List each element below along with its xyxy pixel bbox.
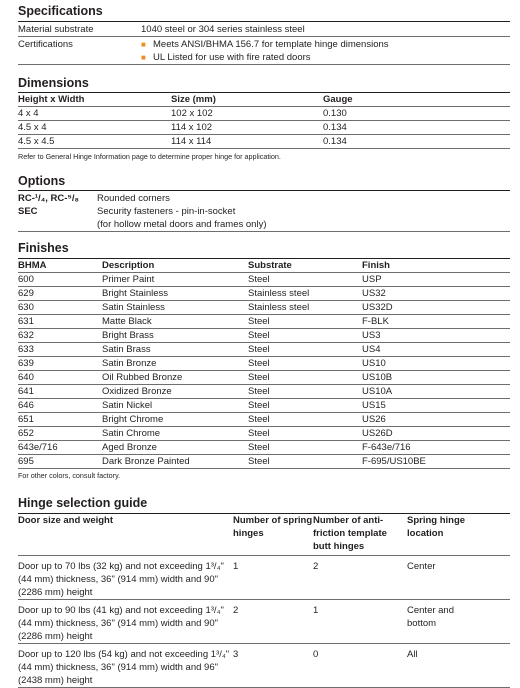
dimensions-title: Dimensions xyxy=(18,76,89,90)
table-cell: 631 xyxy=(18,316,34,327)
table-cell: Steel xyxy=(248,386,270,397)
finishes-title: Finishes xyxy=(18,241,69,255)
options-list xyxy=(18,192,510,231)
table-cell: 114 x 114 xyxy=(171,136,212,147)
table-row xyxy=(18,287,510,300)
column-header: Description xyxy=(102,260,155,271)
table-cell: US15 xyxy=(362,400,386,411)
table-cell: 643e/716 xyxy=(18,442,58,453)
table-cell: 651 xyxy=(18,414,34,425)
finishes-note: For other colors, consult factory. xyxy=(18,471,121,480)
table-row xyxy=(18,135,510,148)
table-cell: 646 xyxy=(18,400,34,411)
table-cell: Dark Bronze Painted xyxy=(102,456,190,467)
spec-row-certifications xyxy=(18,38,510,64)
table-cell: 630 xyxy=(18,302,34,313)
option-row xyxy=(18,192,510,205)
table-cell: Steel xyxy=(248,358,270,369)
table-cell: Oil Rubbed Bronze xyxy=(102,372,183,383)
table-cell: US10 xyxy=(362,358,386,369)
divider xyxy=(18,36,510,37)
option-code: SEC xyxy=(18,206,38,217)
table-cell: Stainless steel xyxy=(248,302,310,313)
table-cell: USP xyxy=(362,274,382,285)
table-cell: 0.134 xyxy=(323,122,347,133)
table-cell: US3 xyxy=(362,330,381,341)
spec-sheet xyxy=(18,4,510,688)
dimensions-header xyxy=(18,93,510,106)
column-header: Number of anti-friction template butt hinges xyxy=(313,515,387,552)
table-cell: 639 xyxy=(18,358,34,369)
table-cell: 629 xyxy=(18,288,34,299)
option-description: (for hollow metal doors and frames only) xyxy=(97,219,267,230)
column-header: Size (mm) xyxy=(171,94,216,105)
table-row xyxy=(18,413,510,426)
bullet-icon: ■ xyxy=(141,40,146,49)
spec-row-material xyxy=(18,23,510,36)
table-cell: US10A xyxy=(362,386,393,397)
table-cell: Bright Stainless xyxy=(102,288,169,299)
table-cell: Center xyxy=(407,561,436,572)
table-row xyxy=(18,399,510,412)
table-cell: Satin Nickel xyxy=(102,400,153,411)
dimensions-note: Refer to General Hinge Information page to determine proper hinge for application. xyxy=(18,152,281,161)
table-cell: 0.130 xyxy=(323,108,347,119)
table-cell: Satin Brass xyxy=(102,344,151,355)
table-cell: 4 x 4 xyxy=(18,108,39,119)
column-header: Number of spring hinges xyxy=(233,515,313,539)
table-row xyxy=(18,385,510,398)
table-row xyxy=(18,315,510,328)
column-header: Spring hinge location xyxy=(407,515,466,539)
option-description: Security fasteners - pin-in-socket xyxy=(97,206,236,217)
table-cell: US10B xyxy=(362,372,393,383)
table-cell: All xyxy=(407,649,418,660)
divider xyxy=(18,64,510,65)
table-row xyxy=(18,441,510,454)
table-row xyxy=(18,343,510,356)
bullet-icon: ■ xyxy=(141,53,146,62)
divider xyxy=(18,21,510,22)
table-cell: 102 x 102 xyxy=(171,108,213,119)
table-cell: Steel xyxy=(248,344,270,355)
selection-title: Hinge selection guide xyxy=(18,496,148,510)
table-cell: Door up to 120 lbs (54 kg) and not exceeding 1³/₄" (44 mm) thickness, 36" (914 mm) width and 96" (2438 mm) height xyxy=(18,649,230,686)
table-cell: 3 xyxy=(233,649,239,660)
table-cell: 1 xyxy=(313,605,319,616)
table-cell: F-BLK xyxy=(362,316,389,327)
table-cell: US26 xyxy=(362,414,386,425)
column-header: Height x Width xyxy=(18,94,85,105)
column-header: Gauge xyxy=(323,94,353,105)
column-header: BHMA xyxy=(18,260,47,271)
table-cell: 1 xyxy=(233,561,239,572)
spec-label: Material substrate xyxy=(18,24,94,35)
table-cell: Door up to 90 lbs (41 kg) and not exceeding 1³/₄" (44 mm) thickness, 36" (914 mm) width and 90" (2286 mm) height xyxy=(18,605,224,642)
table-cell: Bright Chrome xyxy=(102,414,164,425)
table-cell: Aged Bronze xyxy=(102,442,157,453)
table-row xyxy=(18,455,510,468)
specifications-title: Specifications xyxy=(18,4,103,18)
divider xyxy=(18,231,510,232)
column-header: Substrate xyxy=(248,260,292,271)
table-cell: 0 xyxy=(313,649,319,660)
table-cell: 4.5 x 4.5 xyxy=(18,136,55,147)
table-cell: 2 xyxy=(233,605,239,616)
table-cell: Steel xyxy=(248,330,270,341)
table-cell: Steel xyxy=(248,400,270,411)
table-cell: 652 xyxy=(18,428,34,439)
table-row xyxy=(18,329,510,342)
divider xyxy=(18,148,510,149)
table-cell: Steel xyxy=(248,456,270,467)
table-cell: Steel xyxy=(248,274,270,285)
dimensions-table-body xyxy=(18,107,510,149)
table-cell: Steel xyxy=(248,442,270,453)
table-row xyxy=(18,371,510,384)
option-row xyxy=(18,205,510,218)
finishes-table-body xyxy=(18,273,510,469)
table-row xyxy=(18,107,510,120)
table-row xyxy=(18,556,510,599)
table-row xyxy=(18,301,510,314)
table-cell: Satin Bronze xyxy=(102,358,157,369)
table-row xyxy=(18,357,510,370)
table-cell: 641 xyxy=(18,386,34,397)
table-cell: Center and bottom xyxy=(407,605,455,629)
table-cell: 632 xyxy=(18,330,34,341)
column-header: Finish xyxy=(362,260,390,271)
spec-label: Certifications xyxy=(18,39,73,50)
table-cell: 633 xyxy=(18,344,34,355)
table-cell: Primer Paint xyxy=(102,274,155,285)
table-cell: Steel xyxy=(248,316,270,327)
option-description: Rounded corners xyxy=(97,193,170,204)
table-cell: Steel xyxy=(248,428,270,439)
table-cell: Oxidized Bronze xyxy=(102,386,172,397)
option-row xyxy=(18,218,510,231)
option-code: RC-¹/₄, RC-⁵/₈ xyxy=(18,193,79,204)
table-cell: Matte Black xyxy=(102,316,152,327)
table-cell: 2 xyxy=(313,561,319,572)
table-cell: F-643e/716 xyxy=(362,442,411,453)
table-cell: 4.5 x 4 xyxy=(18,122,47,133)
table-row xyxy=(18,644,510,687)
table-row xyxy=(18,121,510,134)
table-cell: Satin Chrome xyxy=(102,428,161,439)
options-title: Options xyxy=(18,174,66,188)
table-cell: 0.134 xyxy=(323,136,347,147)
table-cell: 695 xyxy=(18,456,34,467)
table-cell: Bright Brass xyxy=(102,330,154,341)
certification-text: UL Listed for use with fire rated doors xyxy=(153,52,311,63)
table-cell: US4 xyxy=(362,344,381,355)
table-cell: Steel xyxy=(248,372,270,383)
table-cell: Door up to 70 lbs (32 kg) and not exceeding 1³/₄" (44 mm) thickness, 36" (914 mm) width and 90" (2286 mm) height xyxy=(18,561,224,598)
certification-item xyxy=(141,51,389,64)
option-code xyxy=(18,218,97,231)
table-cell: Steel xyxy=(248,414,270,425)
selection-table-body xyxy=(18,556,510,688)
column-header: Door size and weight xyxy=(18,515,114,526)
certification-item xyxy=(141,38,389,51)
table-row xyxy=(18,600,510,643)
table-cell: US26D xyxy=(362,428,393,439)
table-cell: F-695/US10BE xyxy=(362,456,426,467)
divider xyxy=(18,468,510,469)
selection-header xyxy=(18,514,510,553)
table-cell: Satin Stainless xyxy=(102,302,165,313)
spec-value: 1040 steel or 304 series stainless steel xyxy=(141,24,305,35)
table-cell: US32D xyxy=(362,302,393,313)
table-cell: 600 xyxy=(18,274,34,285)
table-cell: 640 xyxy=(18,372,34,383)
table-cell: US32 xyxy=(362,288,386,299)
table-row xyxy=(18,427,510,440)
certification-text: Meets ANSI/BHMA 156.7 for template hinge dimensions xyxy=(153,39,389,50)
table-cell: Stainless steel xyxy=(248,288,310,299)
divider xyxy=(18,190,510,191)
finishes-header xyxy=(18,259,510,272)
table-row xyxy=(18,273,510,286)
table-cell: 114 x 102 xyxy=(171,122,213,133)
